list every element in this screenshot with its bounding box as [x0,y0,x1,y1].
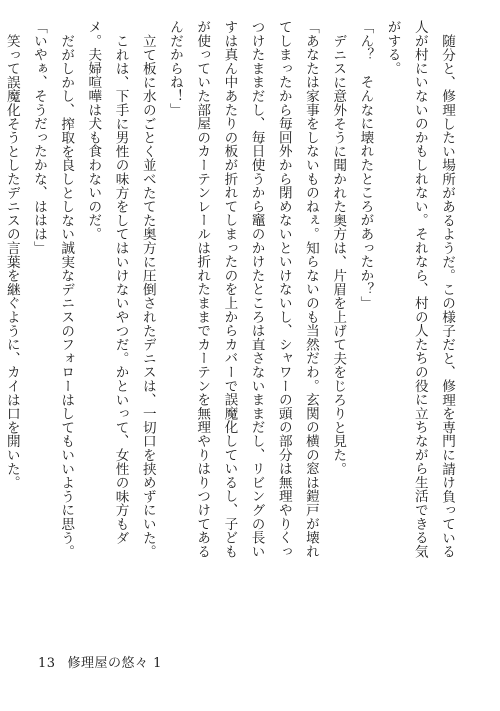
paragraph-6: これは、下手に男性の味方をしてはいけないやつだ。かといって、女性の味方もダメ。夫婦喧嘩は犬も食わないのだ。 [85,20,129,545]
paragraph-4: 「あなたは家事をしないものねぇ。知らないのも当然だわ。玄関の横の窓は鎧戸が壊れてしまったから毎回外から閉めないといけないし、シャワーの頭の部分は無理やりくっつけたままだし、毎日使うから竈のかけたところは直さないままだし、リビングの長いすは真ん中あたりの板が折れてしまったのを上からカバーで誤魔化しているし、子どもが使っていた部屋のカーテンレールは折れたままでカーテンを無理やりはりつけてあるんだからね！」 [166,20,319,559]
paragraph-8: 「いやぁ、そうだったかな、ははは」 [30,20,47,255]
page-footer [38,652,162,671]
book-title: 修理屋の悠々 1 [67,656,162,671]
page-number: 13 [38,656,56,671]
vertical-body-text [3,20,460,560]
paragraph-1: 随分と、修理したい場所があるようだ。この様子だと、修理を専門に請け負っている人が村にいないのかもしれない。それなら、村の人たちの役に立ちながら生活できる気がする。 [384,20,455,559]
paragraph-7: だがしかし、搾取を良しとしない誠実なデニスのフォローはしてもいいように思う。 [58,33,75,558]
paragraph-2: 「ん？ そんなに壊れたところがあったか？」 [357,20,374,310]
paragraph-9: 笑って誤魔化そうとしたデニスの言葉を継ぐように、カイは口を開いた。 [3,33,20,489]
paragraph-3: デニスに意外そうに聞かれた奥方は、片眉を上げて夫をじろりと見た。 [330,33,347,476]
paragraph-5: 立て板に水のごとく並べたてた奥方に圧倒されたデニスは、一切口を挟めずにいた。 [139,33,156,558]
